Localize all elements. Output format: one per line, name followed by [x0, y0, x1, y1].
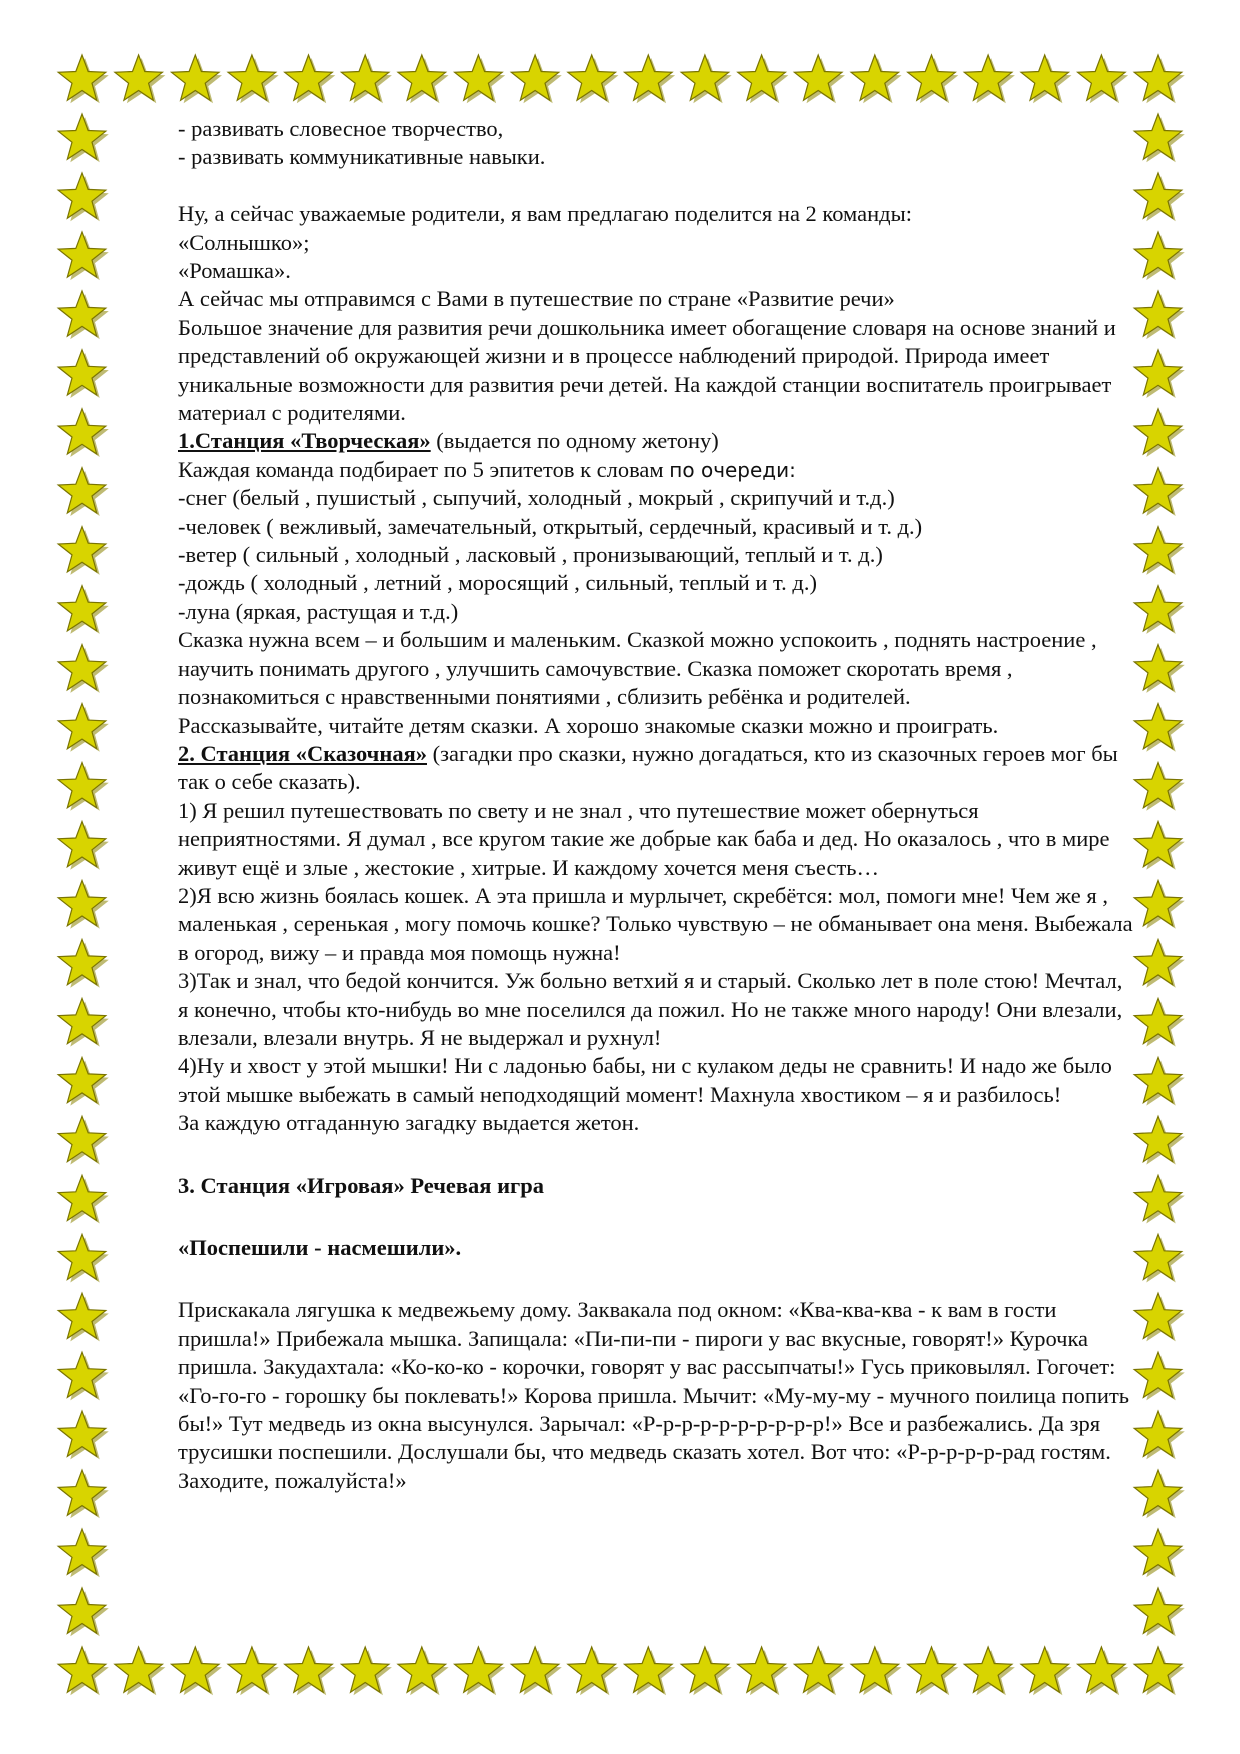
star-icon	[1134, 468, 1185, 516]
star-icon	[738, 55, 789, 103]
team-name: «Солнышко»;	[178, 229, 310, 255]
star-icon	[1134, 1470, 1185, 1518]
spacer	[178, 1262, 1138, 1296]
star-icon	[738, 1647, 789, 1695]
star-icon	[58, 1470, 109, 1518]
star-icon	[455, 1647, 506, 1695]
star-icon	[58, 1411, 109, 1459]
journey-intro: А сейчас мы отправимся с Вами в путешествие по стране «Развитие речи»	[178, 286, 895, 312]
star-icon	[58, 173, 109, 221]
riddle: 2)Я всю жизнь боялась кошек. А эта пришла и мурлычет, скребётся: мол, помоги мне! Чем же я , маленькая , серенькая , могу помочь кошке? Только чувствую – не обманывает она меня. Выбежала в огород, вижу – и правда моя помощь нужна!	[178, 882, 1133, 965]
epithet-item: -снег (белый , пушистый , сыпучий, холодный , мокрый , скрипучий и т.д.)	[178, 485, 895, 511]
star-icon	[58, 527, 109, 575]
epithet-item: -человек ( вежливый, замечательный, открытый, сердечный, красивый и т. д.)	[178, 513, 923, 539]
star-icon	[1134, 1529, 1185, 1577]
station-1-note: (выдается по одному жетону)	[430, 428, 719, 454]
riddle: 4)Ну и хвост у этой мышки! Ни с ладонью бабы, ни с кулаком деды не сравнить! И надо же было этой мышке выбежать в самый неподходящий момент! Махнула хвостиком – я и разбилось!	[178, 1053, 1112, 1107]
station-1-title: 1.Станция «Творческая»	[178, 428, 431, 454]
star-icon	[568, 55, 619, 103]
star-icon	[851, 55, 902, 103]
star-icon	[1134, 998, 1185, 1046]
star-icon	[58, 55, 109, 103]
star-icon	[58, 586, 109, 634]
star-icon	[58, 1116, 109, 1164]
star-icon	[58, 998, 109, 1046]
station-2-heading	[178, 740, 1138, 797]
star-icon	[1134, 645, 1185, 693]
star-icon	[1134, 291, 1185, 339]
star-icon	[1134, 586, 1185, 634]
star-icon	[285, 1647, 336, 1695]
star-icon	[1134, 939, 1185, 987]
star-icon	[1134, 704, 1185, 752]
spacer	[178, 172, 1138, 200]
station-1-heading	[178, 427, 1138, 455]
star-icon	[285, 55, 336, 103]
star-icon	[398, 55, 449, 103]
star-icon	[115, 55, 165, 103]
star-icon	[58, 350, 109, 398]
goal-line: - развивать коммуникативные навыки.	[178, 144, 546, 170]
star-icon	[1134, 1057, 1185, 1105]
goal-line: - развивать словесное творчество,	[178, 116, 504, 141]
star-icon	[172, 55, 223, 103]
star-icon	[908, 55, 959, 103]
star-icon	[58, 1234, 109, 1282]
token-line: За каждую отгаданную загадку выдается жетон.	[178, 1110, 640, 1136]
star-icon	[58, 881, 109, 929]
document-body	[178, 115, 1138, 1495]
read-tales-line: Рассказывайте, читайте детям сказки. А хорошо знакомые сказки можно и проиграть.	[178, 712, 999, 738]
star-icon	[58, 114, 109, 162]
star-icon	[1134, 1352, 1185, 1400]
star-icon	[1134, 55, 1185, 103]
spacer	[178, 1200, 1138, 1234]
star-icon	[1134, 173, 1185, 221]
star-icon	[58, 1529, 109, 1577]
station-2-note: (загадки про сказки, нужно догадаться, кто из сказочных героев мог бы так о себе сказать).	[178, 740, 1118, 795]
star-icon	[58, 1293, 109, 1341]
star-icon	[1134, 1175, 1185, 1223]
star-icon	[681, 55, 732, 103]
star-icon	[1021, 1647, 1072, 1695]
fairy-tale-paragraph: Сказка нужна всем – и большим и маленьким. Сказкой можно успокоить , поднять настроение , научить понимать другого , улучшить самочувствие. Сказка поможет скоротать время , познакомиться с нравственными понятиями , сблизить ребёнка и родителей.	[178, 627, 1097, 710]
star-icon	[115, 1647, 165, 1695]
star-icon	[1134, 114, 1185, 162]
game-title: «Поспешили - насмешили».	[178, 1235, 462, 1261]
star-icon	[568, 1647, 619, 1695]
star-icon	[851, 1647, 902, 1695]
star-icon	[681, 1647, 732, 1695]
teams-intro: Ну, а сейчас уважаемые родители, я вам предлагаю поделится на 2 команды:	[178, 201, 912, 227]
star-icon	[1078, 55, 1129, 103]
star-icon	[1134, 1647, 1185, 1695]
star-icon	[1134, 1293, 1185, 1341]
star-icon	[341, 1647, 392, 1695]
star-icon	[1134, 1411, 1185, 1459]
intro-paragraph: Большое значение для развития речи дошкольника имеет обогащение словаря на основе знаний и представлений об окружающей жизни и в процессе наблюдений природой. Природа имеет уникальные возможности для развития речи детей. На каждой станции воспитатель проигрывает материал с родителями.	[178, 314, 1116, 426]
star-icon	[964, 55, 1015, 103]
star-icon	[1134, 881, 1185, 929]
star-icon	[1134, 1116, 1185, 1164]
station-3-title: 3. Станция «Игровая» Речевая игра	[178, 1172, 545, 1198]
star-icon	[172, 1647, 223, 1695]
station-2-title: 2. Станция «Сказочная»	[178, 740, 427, 766]
star-icon	[58, 1588, 109, 1636]
star-icon	[1134, 232, 1185, 280]
spacer	[178, 1138, 1138, 1172]
star-icon	[625, 1647, 676, 1695]
star-icon	[228, 1647, 279, 1695]
star-icon	[1134, 763, 1185, 811]
station-1-task-tail: по очереди:	[669, 457, 796, 482]
epithet-item: -ветер ( сильный , холодный , ласковый , пронизывающий, теплый и т. д.)	[178, 542, 883, 568]
star-icon	[58, 291, 109, 339]
star-icon	[58, 409, 109, 457]
star-icon	[58, 822, 109, 870]
star-icon	[228, 55, 279, 103]
game-story: Прискакала лягушка к медвежьему дому. Заквакала под окном: «Ква-ква-ква - к вам в гости пришла!» Прибежала мышка. Запищала: «Пи-пи-пи - пироги у вас вкусные, говорят!» Курочка пришла. Закудахтала: «Ко-ко-ко - корочки, говорят у вас рассыпчаты!» Гусь приковылял. Гогочет: «Го-го-го - горошку бы поклевать!» Корова пришла. Мычит: «Му-му-му - мучного поилица попить бы!» Тут медведь из окна высунулся. Зарычал: «Р-р-р-р-р-р-р-р-р-р!» Все и разбежались. Да зря трусишки поспешили. Дослушали бы, что медведь сказать хотел. Вот что: «Р-р-р-р-р-рад гостям. Заходите, пожалуйста!»	[178, 1297, 1130, 1493]
star-icon	[398, 1647, 449, 1695]
star-icon	[1078, 1647, 1129, 1695]
epithet-item: -дождь ( холодный , летний , моросящий , сильный, теплый и т. д.)	[178, 570, 817, 596]
star-icon	[58, 704, 109, 752]
star-icon	[58, 1057, 109, 1105]
star-icon	[794, 1647, 845, 1695]
star-icon	[455, 55, 506, 103]
star-icon	[908, 1647, 959, 1695]
star-icon	[1134, 1234, 1185, 1282]
star-icon	[58, 1352, 109, 1400]
star-icon	[1134, 1588, 1185, 1636]
star-icon	[58, 645, 109, 693]
riddle: 1) Я решил путешествовать по свету и не знал , что путешествие может обернуться неприятностями. Я думал , все кругом такие же добрые как баба и дед. Но оказалось , что в мире живут ещё и злые , жестокие , хитрые. И каждому хочется меня съесть…	[178, 797, 1110, 880]
star-icon	[58, 763, 109, 811]
star-icon	[58, 939, 109, 987]
star-icon	[58, 1175, 109, 1223]
star-icon	[794, 55, 845, 103]
station-1-task	[178, 456, 1138, 484]
epithet-item: -луна (яркая, растущая и т.д.)	[178, 598, 459, 624]
riddle: 3)Так и знал, что бедой кончится. Уж больно ветхий я и старый. Сколько лет в поле стою! Мечтал, я конечно, чтобы кто-нибудь во мне поселился да пожил. Но не также много народу! Они влезали, влезали, влезали внутрь. Я не выдержал и рухнул!	[178, 968, 1123, 1050]
star-icon	[964, 1647, 1015, 1695]
team-name: «Ромашка».	[178, 258, 291, 284]
star-icon	[1134, 822, 1185, 870]
star-icon	[58, 1647, 109, 1695]
star-icon	[58, 468, 109, 516]
star-icon	[1021, 55, 1072, 103]
star-icon	[1134, 527, 1185, 575]
star-icon	[1134, 350, 1185, 398]
star-icon	[58, 232, 109, 280]
star-icon	[511, 1647, 562, 1695]
star-icon	[511, 55, 562, 103]
star-icon	[1134, 409, 1185, 457]
star-icon	[341, 55, 392, 103]
station-1-task-text: Каждая команда подбирает по 5 эпитетов к словам	[178, 456, 670, 482]
star-icon	[625, 55, 676, 103]
